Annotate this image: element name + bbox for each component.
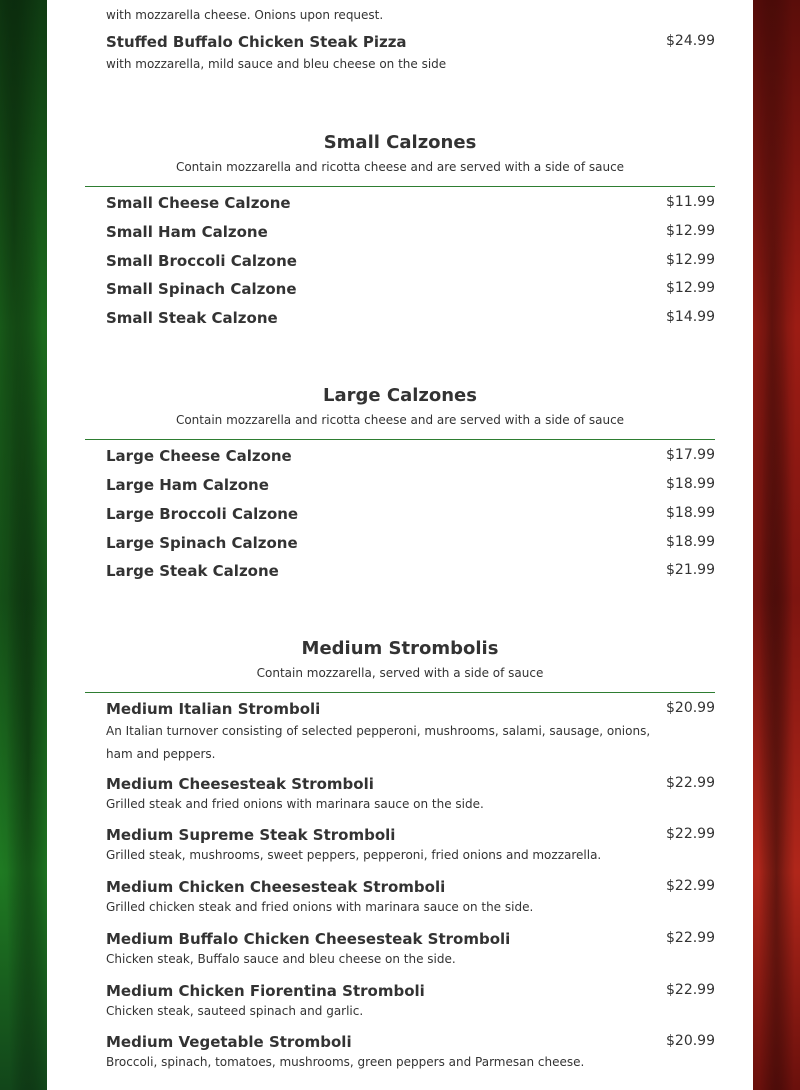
item-name: Medium Chicken Fiorentina Stromboli [106,982,425,1000]
item-price: $11.99 [666,194,715,210]
menu-item[interactable] [106,700,715,766]
section-divider [85,439,715,440]
menu-item[interactable] [106,826,715,867]
menu-item[interactable] [106,930,715,971]
item-name: Large Cheese Calzone [106,447,292,465]
menu-item[interactable] [106,447,715,465]
section-title-medium-strombolis: Medium Strombolis [301,638,499,659]
menu-item[interactable] [106,562,715,580]
item-price: $17.99 [666,447,715,463]
section-subtitle: Contain mozzarella and ricotta cheese and are served with a side of sauce [175,160,625,174]
menu-item[interactable] [106,878,715,919]
menu-item[interactable] [106,280,715,298]
item-description: An Italian turnover consisting of selected pepperoni, mushrooms, salami, sausage, onions, ham and peppers. [106,724,651,761]
menu-item[interactable] [106,223,715,241]
item-price: $22.99 [666,982,715,998]
item-description: Chicken steak, sauteed spinach and garlic. [106,1004,364,1018]
item-description: with mozzarella cheese. Onions upon request. [106,8,384,22]
item-name: Small Ham Calzone [106,223,268,241]
item-description: Broccoli, spinach, tomatoes, mushrooms, green peppers and Parmesan cheese. [106,1055,585,1069]
item-name: Large Ham Calzone [106,476,269,494]
item-price: $24.99 [666,33,715,49]
background-red-panel [753,0,800,1090]
item-name: Large Steak Calzone [106,562,279,580]
item-price: $22.99 [666,826,715,842]
section-divider [85,186,715,187]
item-price: $12.99 [666,223,715,239]
item-price: $18.99 [666,505,715,521]
item-name: Large Spinach Calzone [106,534,298,552]
background-green-panel [0,0,47,1090]
item-description: Chicken steak, Buffalo sauce and bleu cheese on the side. [106,952,456,966]
item-name: Stuffed Buffalo Chicken Steak Pizza [106,33,407,51]
item-price: $14.99 [666,309,715,325]
section-subtitle: Contain mozzarella, served with a side of sauce [256,666,544,680]
menu-item[interactable] [106,505,715,523]
item-name: Small Steak Calzone [106,309,278,327]
menu-item[interactable] [106,775,715,816]
menu-item[interactable] [106,476,715,494]
item-name: Medium Cheesesteak Stromboli [106,775,374,793]
item-name: Large Broccoli Calzone [106,505,299,523]
item-name: Medium Chicken Cheesesteak Stromboli [106,878,446,896]
item-price: $18.99 [666,534,715,550]
section-divider [85,692,715,693]
item-price: $20.99 [666,1033,715,1049]
item-price: $18.99 [666,476,715,492]
item-price: $22.99 [666,930,715,946]
menu-item[interactable] [106,33,715,76]
item-price: $12.99 [666,280,715,296]
menu-item[interactable] [106,309,715,327]
item-name: Medium Vegetable Stromboli [106,1033,352,1051]
menu-item-partial [106,4,715,27]
item-price: $22.99 [666,878,715,894]
item-price: $12.99 [666,252,715,268]
item-description: Grilled steak and fried onions with marinara sauce on the side. [106,797,484,811]
item-name: Small Cheese Calzone [106,194,291,212]
item-name: Medium Italian Stromboli [106,700,321,718]
menu-item[interactable] [106,982,715,1023]
item-description: Grilled steak, mushrooms, sweet peppers, pepperoni, fried onions and mozzarella. [106,848,602,862]
menu-item[interactable] [106,194,715,212]
item-name: Small Broccoli Calzone [106,252,297,270]
item-price: $22.99 [666,775,715,791]
section-title-small-calzones: Small Calzones [323,132,477,153]
item-name: Medium Buffalo Chicken Cheesesteak Stromboli [106,930,511,948]
item-description: with mozzarella, mild sauce and bleu cheese on the side [106,57,447,71]
section-title-large-calzones: Large Calzones [323,385,477,406]
item-description: Grilled chicken steak and fried onions with marinara sauce on the side. [106,900,534,914]
section-subtitle: Contain mozzarella and ricotta cheese and are served with a side of sauce [175,413,625,427]
menu-item[interactable] [106,252,715,270]
menu-item[interactable] [106,1033,715,1074]
menu-page [47,0,753,1090]
item-price: $20.99 [666,700,715,716]
item-name: Medium Supreme Steak Stromboli [106,826,396,844]
item-name: Small Spinach Calzone [106,280,297,298]
menu-item[interactable] [106,534,715,552]
item-price: $21.99 [666,562,715,578]
